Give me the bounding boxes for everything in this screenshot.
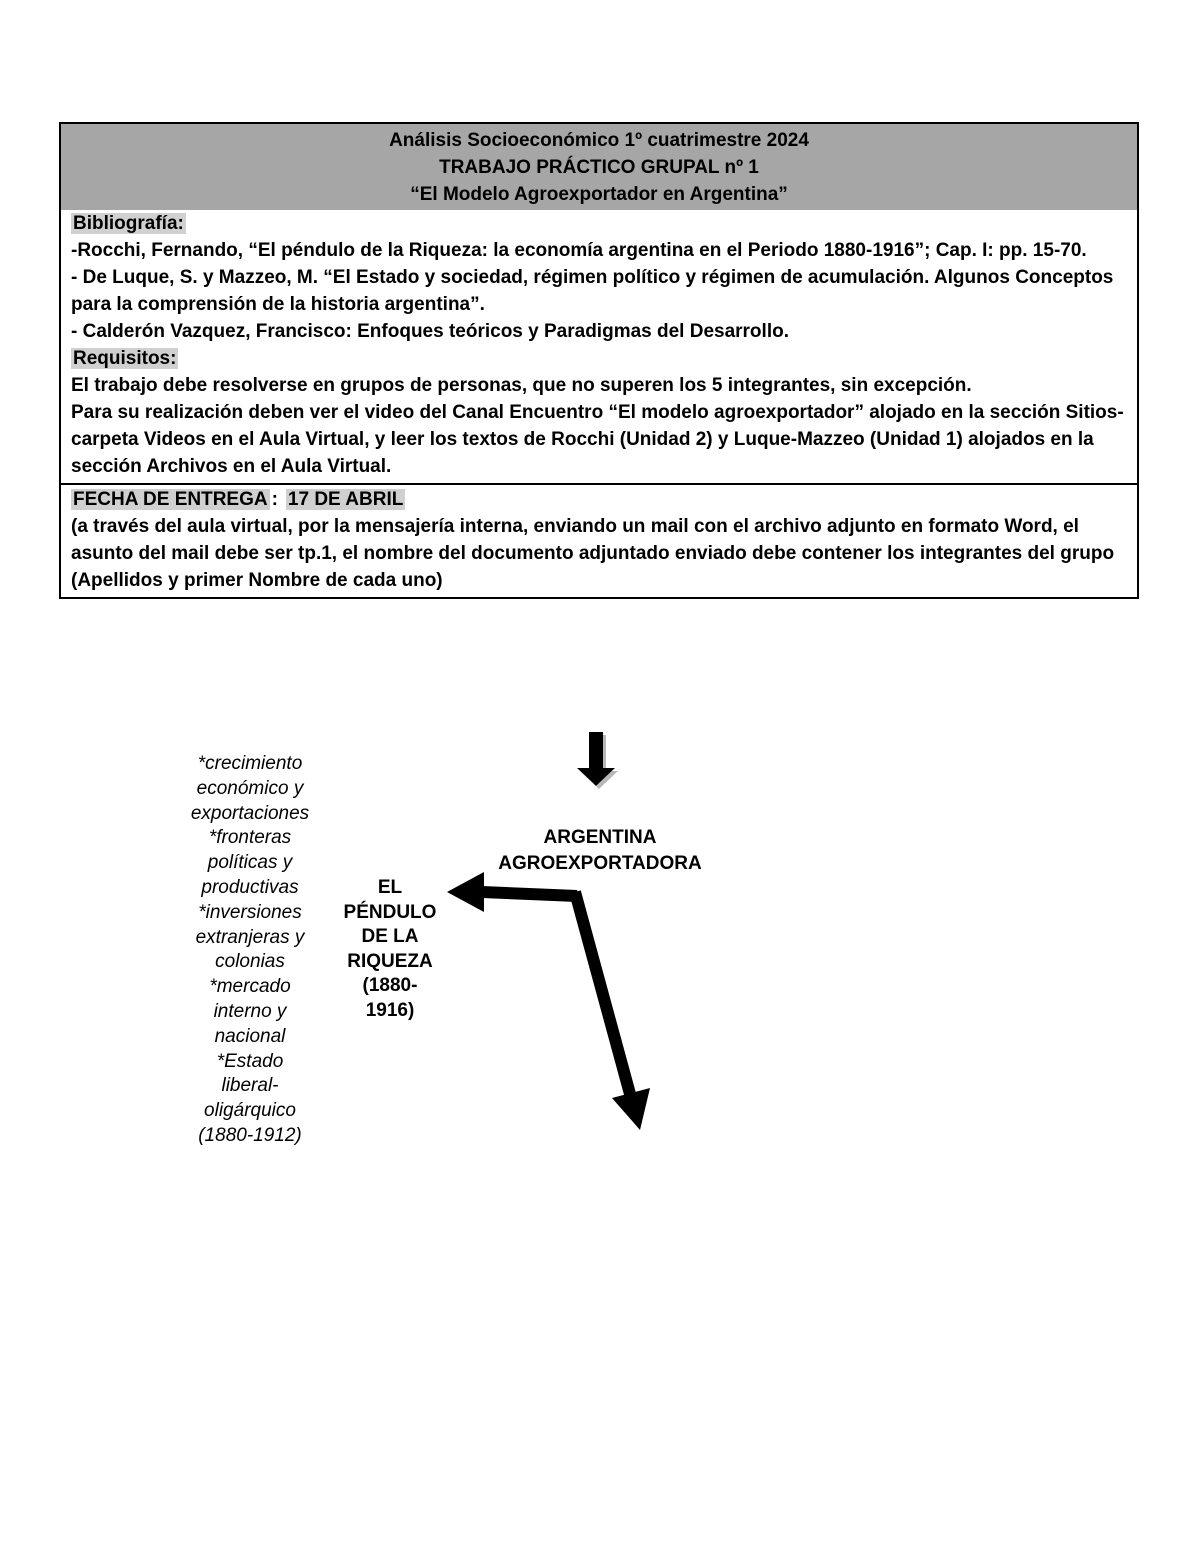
requirement-item: Para su realización deben ver el video del Canal Encuentro “El modelo agroexportador” alojado en la sección Sitios- carpeta Videos en el Aula Virtual, y leer los textos de Rocchi (Unidad 2) y Luque-Mazzeo (Unidad 1) alojados en la sección Archivos en el Aula Virtual. [71,402,1124,477]
pendulo-line: 1916) [365,999,415,1021]
bibliography-item: - Calderón Vazquez, Francisco: Enfoques teóricos y Paradigmas del Desarrollo. [71,321,789,342]
course-title: Análisis Socioeconómico 1º cuatrimestre 2024 [389,130,809,151]
feature-line: nacional [214,1025,286,1047]
requirements-label: Requisitos: [73,348,177,369]
due-date-details: (a través del aula virtual, por la mensajería interna, enviando un mail con el archivo adjunto en formato Word, el asunto del mail debe ser tp.1, el nombre del documento adjuntado enviado debe contener los integrantes del grupo (Apellidos y primer Nombre de cada uno) [71,516,1115,591]
bibliography-item: - De Luque, S. y Mazzeo, M. “El Estado y sociedad, régimen político y régimen de acumulación. Algunos Conceptos para la comprensión de la historia argentina”. [71,267,1114,315]
due-date-label: FECHA DE ENTREGA [73,489,268,510]
feature-line: extranjeras y [195,926,305,948]
argentina-line: ARGENTINA [543,827,657,848]
feature-line: *Estado [216,1050,284,1072]
feature-line: (1880-1912) [198,1124,302,1146]
pendulo-line: DE LA [361,926,419,947]
pendulo-line: PÉNDULO [343,901,437,923]
pendulo-line: (1880- [362,975,418,996]
pendulo-line: RIQUEZA [347,950,433,972]
assignment-subtitle: “El Modelo Agroexportador en Argentina” [410,184,788,205]
argentina-line: AGROEXPORTADORA [498,853,702,874]
pendulo-line: EL [377,877,403,898]
feature-line: liberal- [221,1075,279,1097]
feature-line: exportaciones [190,802,310,824]
feature-line: oligárquico [204,1100,296,1122]
down-arrow-icon [577,732,615,786]
feature-line: interno y [213,1000,287,1022]
due-date-separator: : [271,489,278,510]
bibliography-label: Bibliografía: [73,213,184,234]
due-date-value: 17 DE ABRIL [287,489,404,510]
requirement-item: El trabajo debe resolverse en grupos de personas, que no superen los 5 integrantes, sin excepción. [71,375,972,396]
feature-line: colonias [215,951,285,973]
assignment-title: TRABAJO PRÁCTICO GRUPAL nº 1 [439,157,759,178]
feature-line: *crecimiento [197,753,303,774]
feature-line: políticas y [207,852,293,874]
bibliography-item: -Rocchi, Fernando, “El péndulo de la Riqueza: la economía argentina en el Periodo 1880-1916”; Cap. I: pp. 15-70. [71,240,1087,261]
feature-line: productivas [201,876,299,898]
feature-line: económico y [196,777,304,799]
bent-arrow-icon [447,872,650,1130]
feature-line: *inversiones [198,901,302,923]
feature-line: *mercado [209,976,291,998]
feature-line: *fronteras [208,827,292,849]
